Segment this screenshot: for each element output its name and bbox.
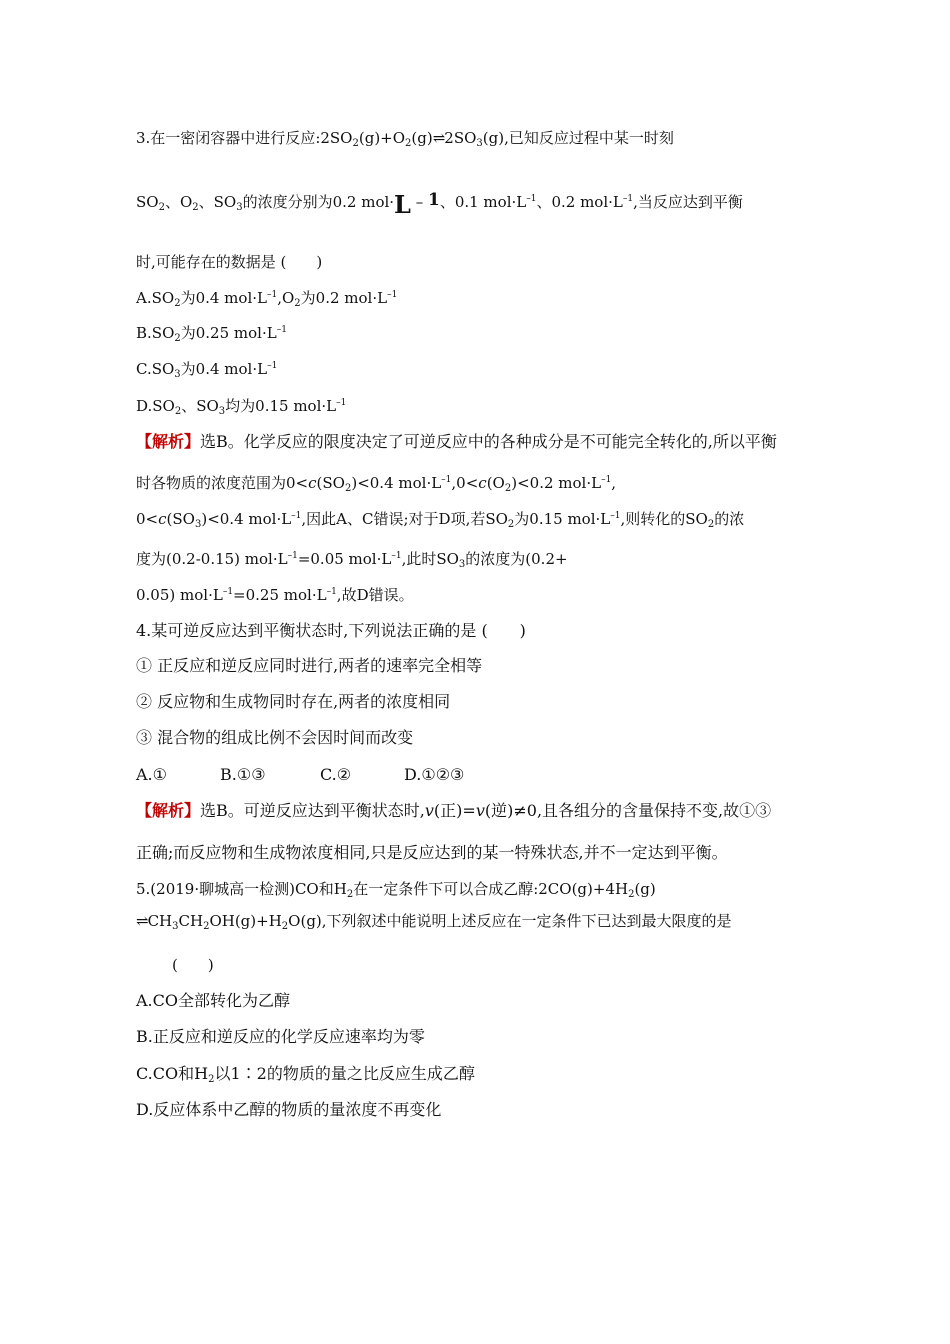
analysis-tag: 【解析】	[136, 801, 201, 820]
a4-line-1: 【解析】选B。可逆反应达到平衡状态时,v(正)=v(逆)≠0,且各组分的含量保持不变,故①③	[136, 801, 772, 820]
q3-line-1: 3.在一密闭容器中进行反应$:2SO_2(g)+O_2(g)\rightleftharpoons 2SO_3(g)$,已知反应过程中某一时刻	[136, 129, 674, 149]
q3-option-b: $B.SO_2$为0.25 $mol\cdot L^{-1}$	[136, 324, 287, 344]
a4-line-2: 正确;而反应物和生成物浓度相同,只是反应达到的某一特殊状态,并不一定达到平衡。	[136, 843, 728, 862]
q4-stem: 4.某可逆反应达到平衡状态时,下列说法正确的是 ( )	[136, 621, 526, 640]
a3-line-1: 【解析】选B。化学反应的限度决定了可逆反应中的各种成分是不可能完全转化的,所以平衡	[136, 432, 777, 451]
q3-option-c: $C.SO_3$为0.4 $mol\cdot L^{-1}$	[136, 360, 278, 380]
a3-line-4: 度为(0.2-0.15) $mol\cdot L^{-1}=0.05$ $mol\cdot L^{-1}$,此时$SO_3$的浓度为(0.2+	[136, 550, 568, 570]
equilibrium-arrow-icon: ⇌	[136, 912, 148, 930]
equilibrium-arrow-icon: ⇌	[432, 129, 445, 147]
a3-line-3: $0<c(SO_3)<0.4$ $mol\cdot L^{-1}$,因此A、C错误;对于D项,若$SO_2$为0.15 $mol\cdot L^{-1}$,则转化的$SO_2$的浓	[136, 510, 745, 530]
q4-option-d: D.①②③	[404, 765, 465, 784]
q3-option-a: $A.SO_2$为0.4 $mol\cdot L^{-1},O_2$为0.2 $mol\cdot L^{-1}$	[136, 289, 398, 309]
q5-option-a: A.CO全部转化为乙醇	[136, 991, 291, 1010]
q5-line-3: ( )	[172, 956, 214, 974]
q5-option-b: B.正反应和逆反应的化学反应速率均为零	[136, 1027, 425, 1046]
q5-line-2: $\rightleftharpoons CH_3CH_2OH(g)+H_2O(g)$,下列叙述中能说明上述反应在一定条件下已达到最大限度的是	[136, 912, 732, 932]
q4-statement-3: ③ 混合物的组成比例不会因时间而改变	[136, 728, 414, 747]
q4-statement-2: ② 反应物和生成物同时存在,两者的浓度相同	[136, 692, 451, 711]
q5-option-d: D.反应体系中乙醇的物质的量浓度不再变化	[136, 1100, 442, 1119]
q3-option-d: $D.SO_2$、$SO_3$均为0.15 $mol\cdot L^{-1}$	[136, 397, 347, 417]
q4-option-b: B.①③	[220, 765, 266, 784]
q4-statement-1: ① 正反应和逆反应同时进行,两者的速率完全相等	[136, 656, 483, 675]
a3-line-2: 时各物质的浓度范围为$0<c(SO_2)<0.4$ $mol\cdot L^{-1},0<c(O_2)<0.2$ $mol\cdot L^{-1}$,	[136, 474, 617, 494]
a3-line-5: 0.05) $mol\cdot L^{-1}=0.25$ $mol\cdot L^{-1}$,故D错误。	[136, 586, 414, 604]
q3-line-2: $SO_2$、$O_2$、$SO_3$的浓度分别为0.2 mol·L – 1、0.1 $mol\cdot L^{-1}$、0.2 $mol\cdot L^{-1}$,当反应达到平衡	[136, 190, 743, 219]
q5-line-1: 5.(2019·聊城高一检测)CO和$H_2$在一定条件下可以合成乙醇$:2CO(g)+4H_2(g)$	[136, 880, 656, 900]
q4-option-a: A.①	[136, 765, 167, 784]
q3-line-3: 时,可能存在的数据是 ( )	[136, 253, 323, 271]
q4-options	[136, 765, 464, 785]
q4-option-c: C.②	[320, 765, 352, 784]
q5-option-c: C.CO和$H_2$以1∶2的物质的量之比反应生成乙醇	[136, 1064, 475, 1085]
analysis-tag: 【解析】	[136, 432, 201, 451]
